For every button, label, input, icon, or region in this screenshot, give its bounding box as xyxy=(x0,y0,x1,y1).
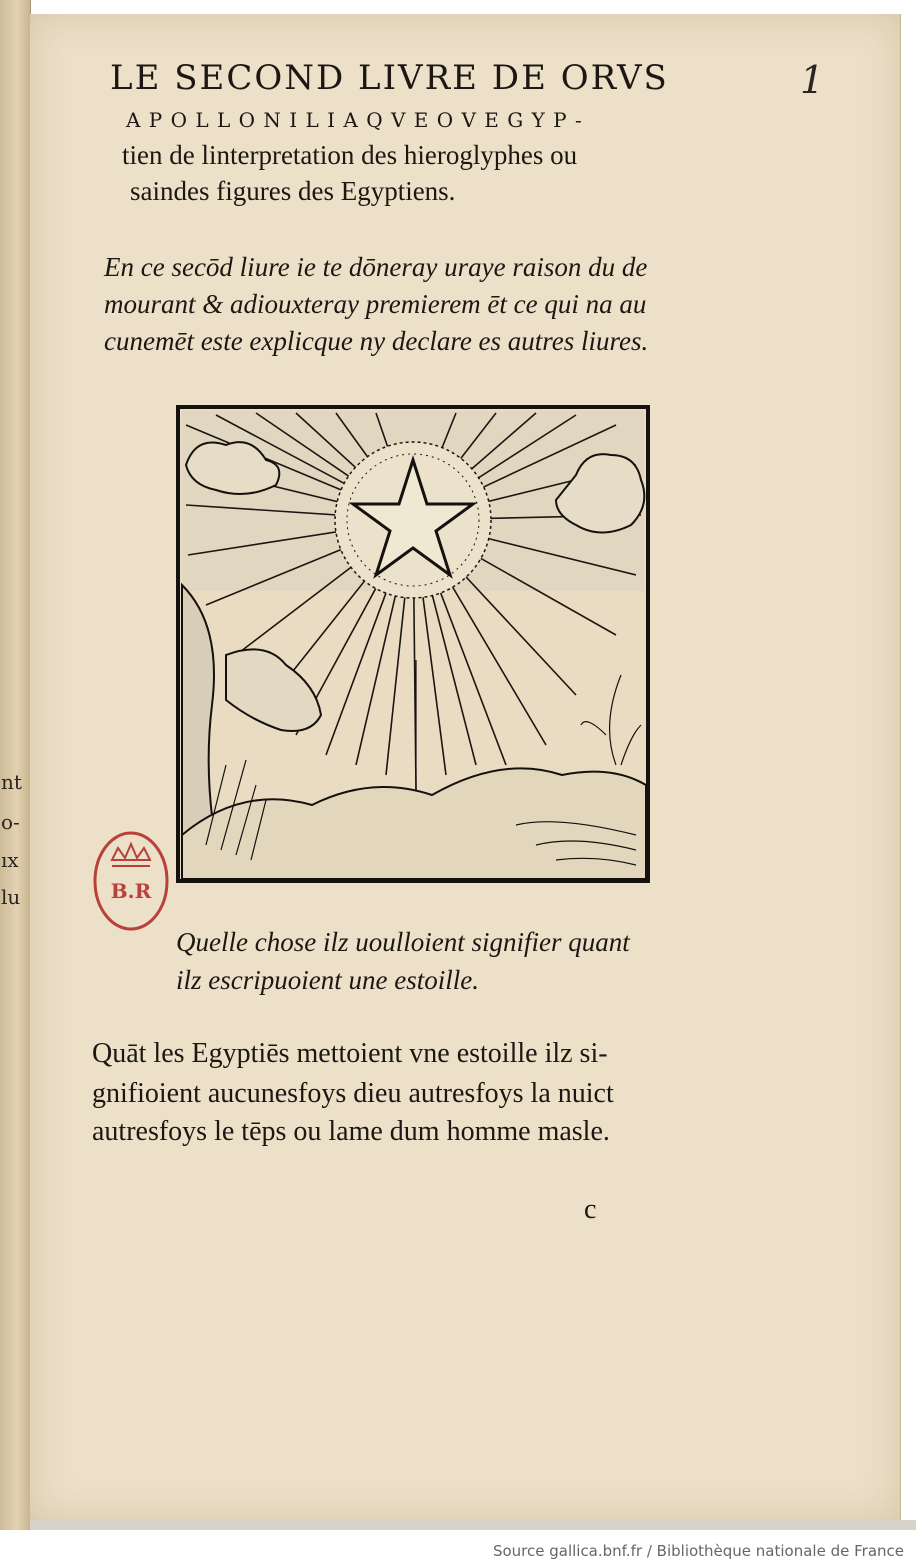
left-page-fragment: lu xyxy=(1,885,21,909)
source-footer: Source gallica.bnf.fr / Bibliothèque nationale de France xyxy=(492,1542,904,1560)
intro-line-1: En ce secōd liure ie te dōneray uraye raison du de xyxy=(104,252,648,282)
heading-line-3: tien de linterpretation des hieroglyphes ou xyxy=(122,140,578,170)
page-shadow xyxy=(30,1520,916,1530)
heading-line-1: LE SECOND LIVRE DE ORVS xyxy=(110,58,669,98)
heading-line-4: saindes figures des Egyptiens. xyxy=(130,176,456,206)
left-page-fragment: nt xyxy=(1,770,22,794)
body-line-2: gnifioient aucunesfoys dieu autresfoys la nuict xyxy=(92,1078,614,1109)
left-page-edge xyxy=(0,0,31,1530)
heading-line-2: A P O L L O N I L I A Q V E O V E G Y P - xyxy=(126,108,583,132)
caption-line-1: Quelle chose ilz uoulloient signifier quant xyxy=(176,927,630,957)
intro-line-3: cunemēt este explicque ny declare es autres liures. xyxy=(104,326,649,356)
library-stamp xyxy=(90,826,172,936)
caption-line-2: ilz escripuoient une estoille. xyxy=(176,965,479,995)
stamp-text: B.R xyxy=(110,879,152,903)
body-line-3: autresfoys le tēps ou lame dum homme masle. xyxy=(92,1116,610,1147)
left-page-fragment: ıx xyxy=(1,848,19,872)
signature-mark: c xyxy=(584,1194,597,1225)
left-page-fragment: o- xyxy=(1,810,20,834)
margin-mark: 1 xyxy=(800,58,825,102)
woodcut-star-illustration xyxy=(176,405,650,883)
body-line-1: Quāt les Egyptiēs mettoient vne estoille ilz si- xyxy=(92,1038,608,1069)
intro-line-2: mourant & adiouxteray premierem ēt ce qui na au xyxy=(104,289,647,319)
